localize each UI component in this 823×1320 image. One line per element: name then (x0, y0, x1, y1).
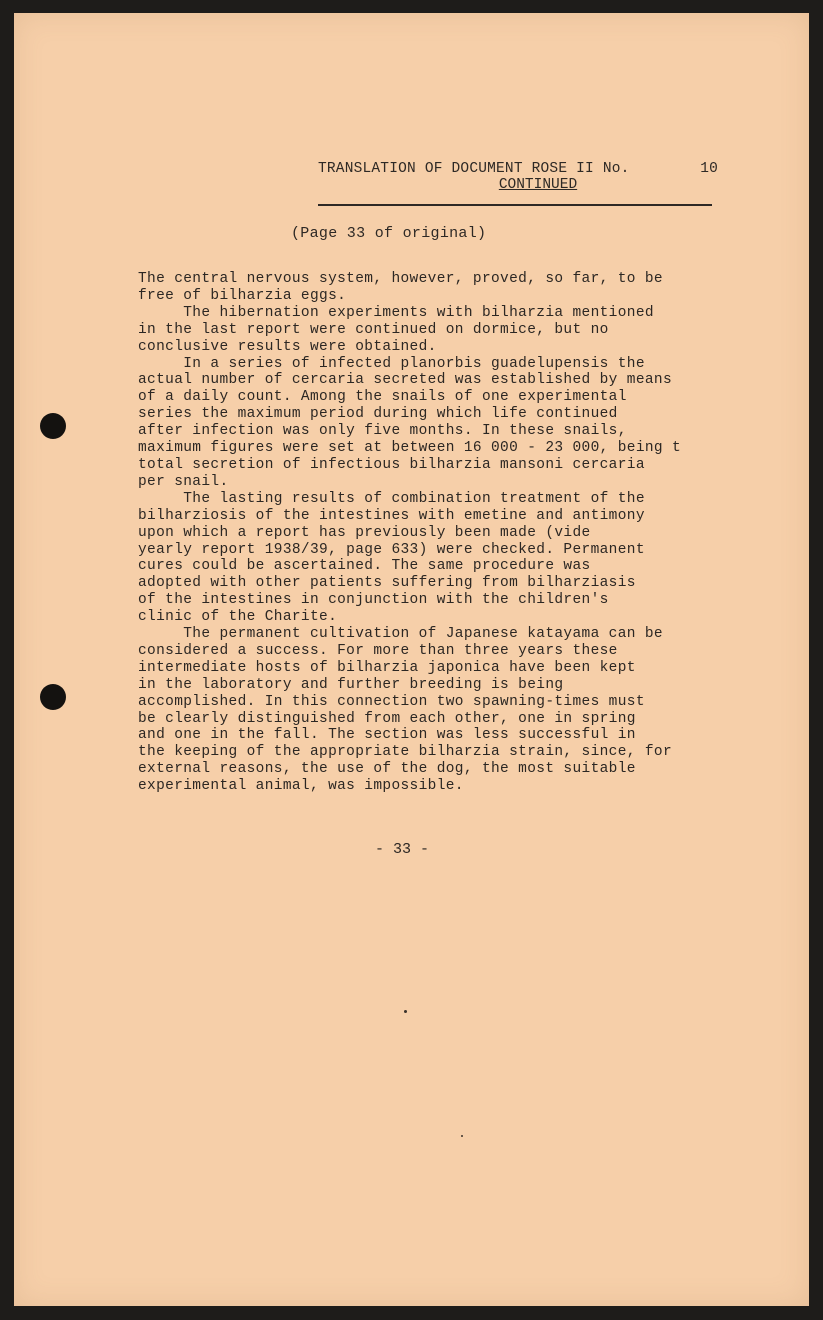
header-document-number: 10 (700, 161, 718, 177)
body-line: The central nervous system, however, proved, so far, to be (138, 271, 663, 287)
body-line: per snail. (138, 473, 229, 490)
body-line: yearly report 1938/39, page 633) were checked. Permanent (138, 541, 645, 558)
body-line: actual number of cercaria secreted was established by means (138, 372, 673, 389)
body-line: In a series of infected planorbis guadelupensis the (138, 355, 645, 372)
body-line: maximum figures were set at between 16 000 - 23 000, being t (138, 440, 682, 457)
paper-speck (404, 1010, 407, 1013)
body-line: bilharziosis of the intestines with emetine and antimony (138, 507, 645, 524)
body-line: upon which a report has previously been made (vide (138, 524, 591, 541)
body-line: The hibernation experiments with bilharzia mentioned (138, 304, 654, 321)
header-underline (318, 204, 712, 206)
body-text (138, 271, 738, 795)
body-line: external reasons, the use of the dog, the most suitable (138, 761, 636, 778)
body-line: clinic of the Charite. (138, 609, 338, 626)
body-line: cures could be ascertained. The same procedure was (138, 558, 591, 575)
body-line: adopted with other patients suffering from bilharziasis (138, 575, 636, 592)
body-line: be clearly distinguished from each other, one in spring (138, 710, 636, 727)
body-line: of the intestines in conjunction with the children's (138, 592, 609, 609)
page-number: - 33 - (375, 841, 430, 858)
header-title-line (318, 161, 718, 177)
body-line: free of bilharzia eggs. (138, 287, 347, 304)
page-reference: (Page 33 of original) (291, 225, 487, 242)
body-line: after infection was only five months. In these snails, (138, 423, 627, 440)
body-line: The lasting results of combination treatment of the (138, 490, 645, 507)
body-line: The permanent cultivation of Japanese katayama can be (138, 626, 663, 643)
body-line: series the maximum period during which life continued (138, 406, 618, 423)
paper-speck (461, 1135, 463, 1137)
body-line: of a daily count. Among the snails of one experimental (138, 389, 627, 406)
punch-hole (40, 413, 66, 439)
body-line: experimental animal, was impossible. (138, 778, 464, 795)
body-line: accomplished. In this connection two spawning-times must (138, 693, 645, 710)
document-header (318, 161, 718, 193)
header-title: TRANSLATION OF DOCUMENT ROSE II No. (318, 161, 630, 177)
header-continued: CONTINUED (498, 177, 578, 193)
body-line: in the laboratory and further breeding is being (138, 676, 564, 693)
body-line: intermediate hosts of bilharzia japonica have been kept (138, 659, 636, 676)
document-page (14, 13, 809, 1306)
body-line: the keeping of the appropriate bilharzia strain, since, for (138, 744, 673, 761)
body-line: conclusive results were obtained. (138, 338, 437, 355)
body-line: and one in the fall. The section was less successful in (138, 727, 636, 744)
body-line: total secretion of infectious bilharzia mansoni cercaria (138, 456, 645, 473)
body-line: in the last report were continued on dormice, but no (138, 321, 609, 338)
punch-hole (40, 684, 66, 710)
body-line: considered a success. For more than three years these (138, 642, 618, 659)
